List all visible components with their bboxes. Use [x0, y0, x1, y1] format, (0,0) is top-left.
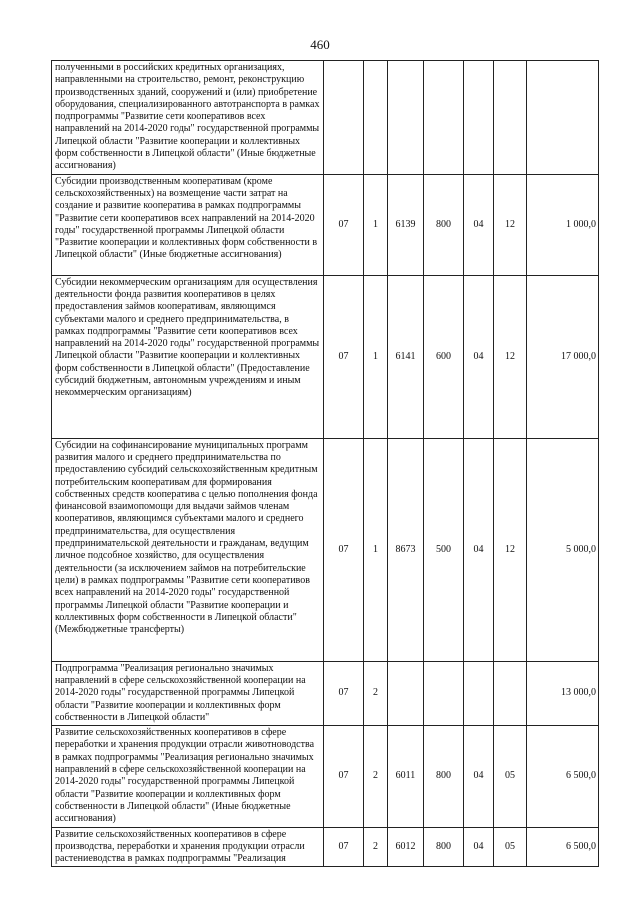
table-row [52, 61, 599, 175]
table-row [52, 438, 599, 661]
cell-code-3: 6011 [388, 726, 424, 827]
cell-code-5 [464, 661, 494, 725]
cell-code-4: 600 [424, 275, 464, 438]
cell-code-3: 6141 [388, 275, 424, 438]
cell-code-1: 07 [324, 661, 364, 725]
cell-code-1: 07 [324, 827, 364, 867]
cell-code-2: 1 [364, 174, 388, 275]
cell-code-1: 07 [324, 726, 364, 827]
cell-code-4: 800 [424, 726, 464, 827]
cell-code-2: 2 [364, 827, 388, 867]
cell-code-1: 07 [324, 438, 364, 661]
row-description: Субсидии производственным кооперативам (кроме сельскохозяйственных) на возмещение части затрат на создание и развитие кооператива в рамках подпрограммы "Развитие сети кооперативов всех направлений на 2014-2020 годы" государственной программы Липецкой области "Развитие кооперации и коллективных форм собственности в Липецкой области" (Иные бюджетные ассигнования) [52, 174, 324, 275]
cell-code-2 [364, 61, 388, 175]
row-description: Подпрограмма "Реализация регионально значимых направлений в сфере сельскохозяйственной кооперации на 2014-2020 годы" государственной программы Липецкой области "Развитие кооперации и коллективных форм собственности в Липецкой области" [52, 661, 324, 725]
cell-code-6: 12 [494, 174, 527, 275]
cell-code-5 [464, 61, 494, 175]
cell-code-6 [494, 61, 527, 175]
cell-code-2: 1 [364, 438, 388, 661]
cell-code-4 [424, 61, 464, 175]
cell-amount: 6 500,0 [527, 726, 599, 827]
row-description: полученными в российских кредитных организациях, направленными на строительство, ремонт, реконструкцию производственных зданий, сооружений и (или) приобретение оборудования, специализированного автотранспорта в рамках подпрограммы "Развитие сети кооперативов всех направлений на 2014-2020 годы" государственной программы Липецкой области "Развитие кооперации и коллективных форм собственности в Липецкой области" (Иные бюджетные ассигнования) [52, 61, 324, 175]
cell-code-3 [388, 61, 424, 175]
cell-code-6: 12 [494, 438, 527, 661]
cell-amount: 6 500,0 [527, 827, 599, 867]
row-description: Развитие сельскохозяйственных кооперативов в сфере производства, переработки и хранения продукции отрасли растениеводства в рамках подпрограммы "Реализация [52, 827, 324, 867]
cell-code-1 [324, 61, 364, 175]
table-row [52, 726, 599, 827]
cell-code-5: 04 [464, 726, 494, 827]
row-description: Субсидии на софинансирование муниципальных программ развития малого и среднего предпринимательства по предоставлению субсидий сельскохозяйственным кредитным потребительским кооперативам для формирования собственных средств кооператива с целью пополнения фонда финансовой взаимопомощи для выдачи займов членам кооперативов, являющимся субъектами малого и среднего предпринимательства, для осуществления предпринимательской деятельности и гражданам, ведущим личное подсобное хозяйство, для осуществления деятельности (за исключением займов на потребительские цели) в рамках подпрограммы "Развитие сети кооперативов всех направлений на 2014-2020 годы" государственной программы Липецкой области "Развитие кооперации и коллективных форм собственности в Липецкой области" (Межбюджетные трансферты) [52, 438, 324, 661]
cell-code-3 [388, 661, 424, 725]
row-description: Субсидии некоммерческим организациям для осуществления деятельности фонда развития кооперативов в целях предоставления займов кооперативам, являющимся субъектами малого и среднего предпринимательства, в рамках подпрограммы "Развитие сети кооперативов всех направлений на 2014-2020 годы" государственной программы Липецкой области "Развитие кооперации и коллективных форм собственности в Липецкой области" (Предоставление субсидий бюджетным, автономным учреждениям и иным некоммерческим организациям) [52, 275, 324, 438]
cell-code-3: 8673 [388, 438, 424, 661]
cell-amount: 17 000,0 [527, 275, 599, 438]
cell-code-5: 04 [464, 174, 494, 275]
cell-code-6 [494, 661, 527, 725]
cell-code-5: 04 [464, 438, 494, 661]
table-row [52, 661, 599, 725]
cell-code-2: 1 [364, 275, 388, 438]
cell-code-6: 12 [494, 275, 527, 438]
cell-code-2: 2 [364, 726, 388, 827]
cell-code-6: 05 [494, 827, 527, 867]
cell-code-5: 04 [464, 275, 494, 438]
cell-amount: 5 000,0 [527, 438, 599, 661]
cell-amount [527, 61, 599, 175]
cell-amount: 1 000,0 [527, 174, 599, 275]
cell-code-1: 07 [324, 174, 364, 275]
cell-code-4 [424, 661, 464, 725]
cell-amount: 13 000,0 [527, 661, 599, 725]
cell-code-6: 05 [494, 726, 527, 827]
row-description: Развитие сельскохозяйственных кооперативов в сфере переработки и хранения продукции отрасли животноводства в рамках подпрограммы "Реализация регионально значимых направлений в сфере сельскохозяйственной кооперации на 2014-2020 годы" государственной программы Липецкой области "Развитие кооперации и коллективных форм собственности в Липецкой области" (Иные бюджетные ассигнования) [52, 726, 324, 827]
cell-code-4: 800 [424, 174, 464, 275]
cell-code-1: 07 [324, 275, 364, 438]
cell-code-4: 500 [424, 438, 464, 661]
cell-code-3: 6139 [388, 174, 424, 275]
cell-code-3: 6012 [388, 827, 424, 867]
cell-code-4: 800 [424, 827, 464, 867]
table-row [52, 275, 599, 438]
cell-code-2: 2 [364, 661, 388, 725]
table-row [52, 174, 599, 275]
cell-code-5: 04 [464, 827, 494, 867]
budget-table [51, 60, 599, 867]
table-row [52, 827, 599, 867]
page-number: 460 [310, 37, 330, 52]
